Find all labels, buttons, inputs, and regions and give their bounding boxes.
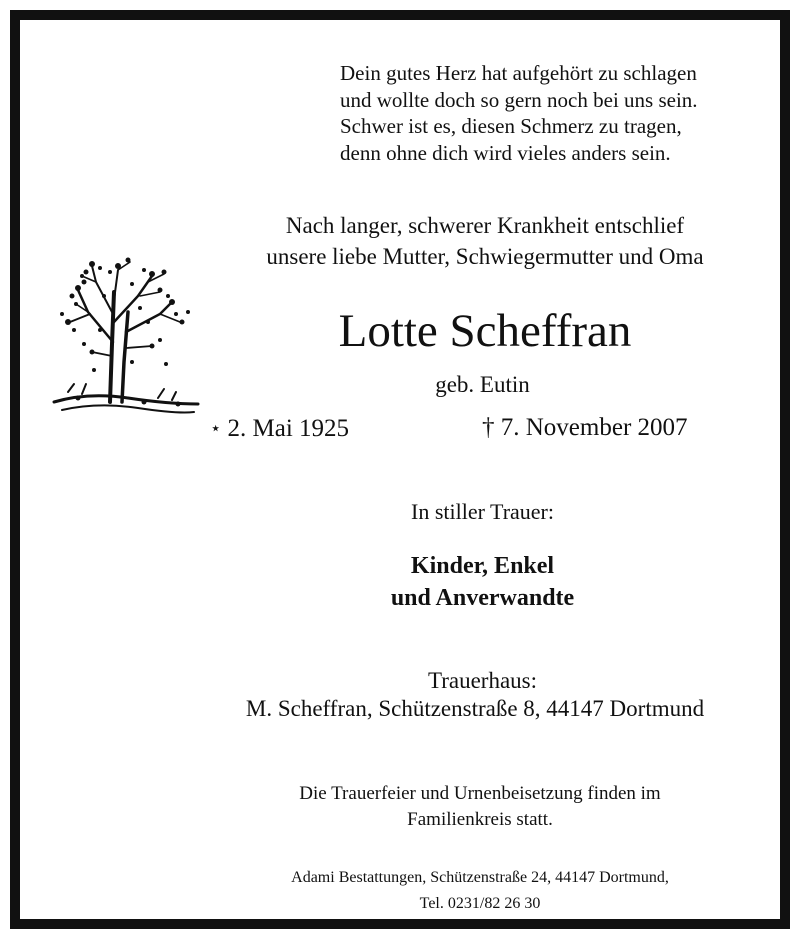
poem-line: Schwer ist es, diesen Schmerz zu tragen, (340, 114, 682, 138)
star-icon: ⋆ (210, 418, 222, 438)
mourners-line: Kinder, Enkel (410, 553, 555, 579)
intro-line: Nach langer, schwerer Krankheit entschlief (285, 213, 685, 238)
mourning-label: In stiller Trauer: (411, 499, 554, 524)
poem-line: Dein gutes Herz hat aufgehört zu schlagen (340, 61, 697, 85)
poem (340, 60, 790, 166)
ceremony-notice (20, 781, 800, 833)
poem-line: denn ohne dich wird vieles anders sein. (340, 140, 671, 165)
poem-line: und wollte doch so gern noch bei uns sein. (340, 87, 698, 112)
birth-date-group (210, 412, 349, 445)
maiden-name: geb. Eutin (435, 372, 530, 397)
mourners-line: und Anverwandte (390, 585, 575, 611)
life-dates (20, 412, 800, 446)
undertaker-phone: Tel. 0231/82 26 30 (419, 895, 541, 912)
ceremony-line: Die Trauerfeier und Urnenbeisetzung finden im (299, 783, 661, 804)
intro-line: unsere liebe Mutter, Schwiegermutter und Oma (266, 244, 704, 269)
mourners-names (20, 550, 800, 614)
obituary-frame (10, 10, 790, 929)
undertaker-info (20, 865, 800, 917)
mourning-house-label: Trauerhaus: (427, 668, 538, 693)
death-date-group (482, 412, 688, 444)
ceremony-line: Familienkreis statt. (407, 809, 553, 830)
undertaker-line: Adami Bestattungen, Schützenstraße 24, 44147 Dortmund, (291, 869, 669, 886)
deceased-name: Lotte Scheffran (338, 305, 632, 357)
birth-date: 2. Mai 1925 (227, 415, 350, 442)
mourning-house-address: M. Scheffran, Schützenstraße 8, 44147 Dortmund (245, 696, 705, 721)
cross-icon: † (482, 414, 495, 441)
death-date: 7. November 2007 (500, 414, 688, 441)
